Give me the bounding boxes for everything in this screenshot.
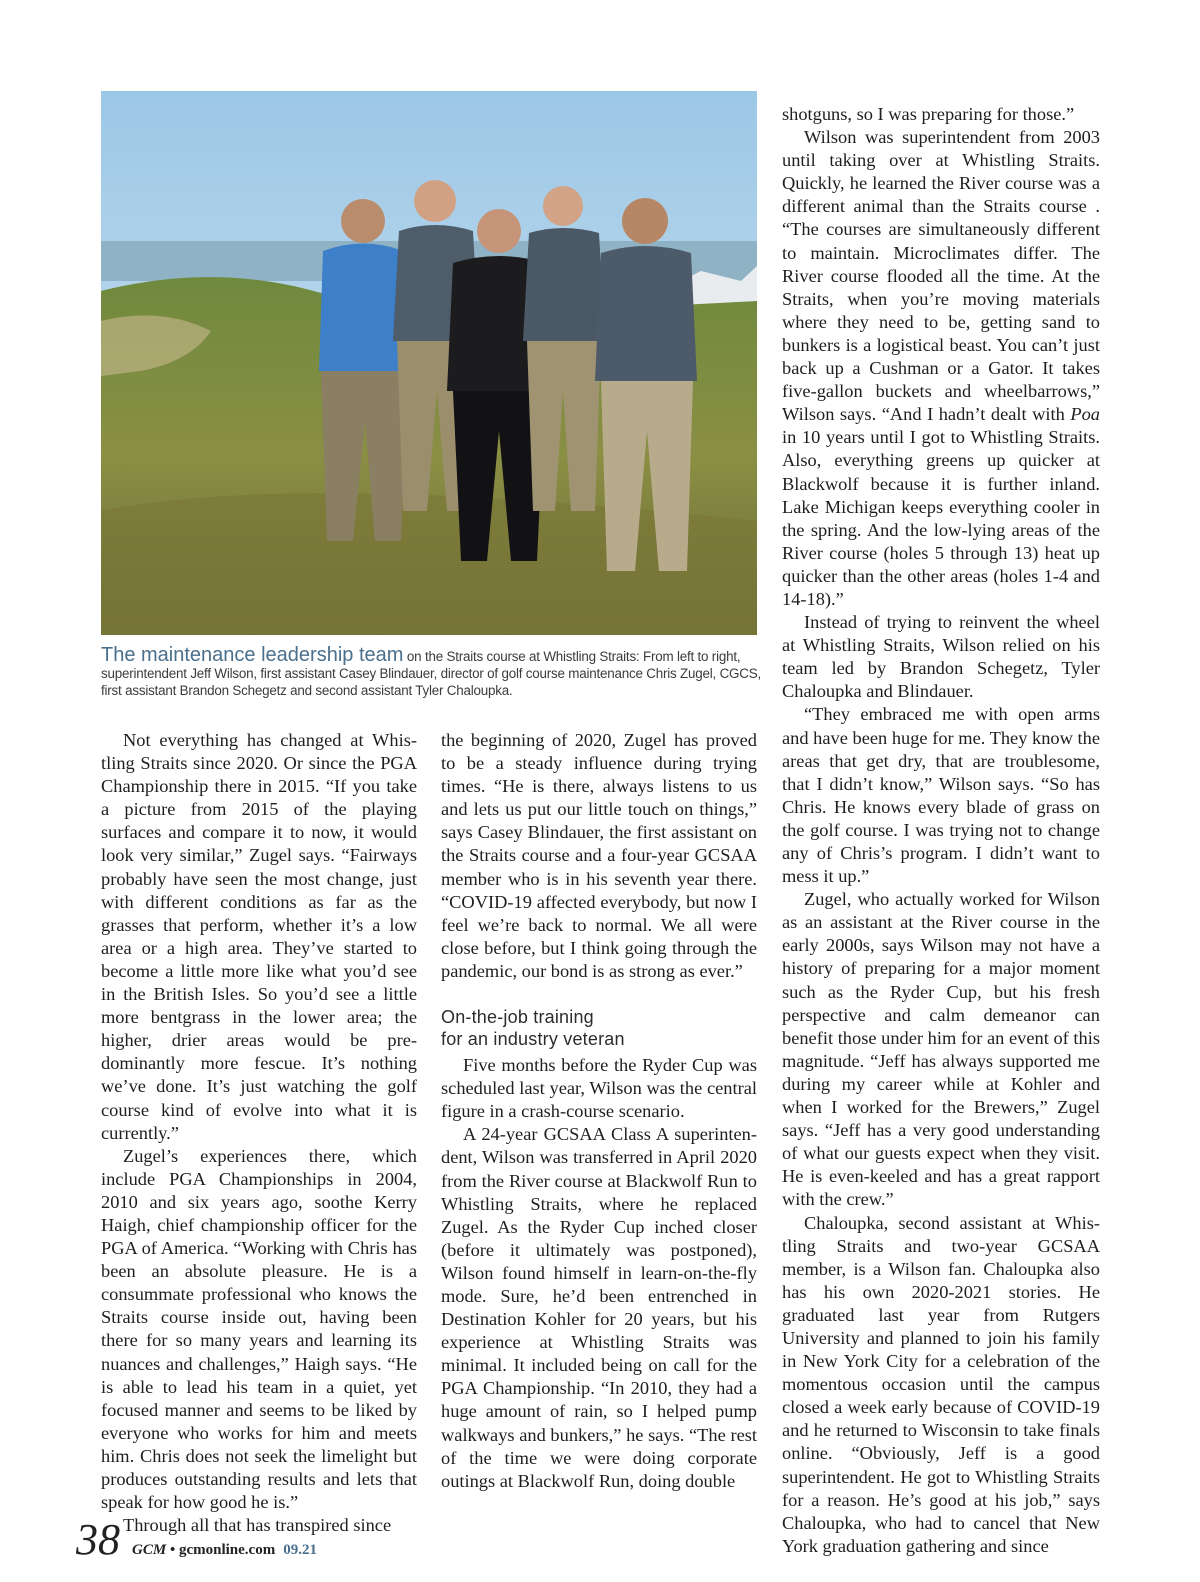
paragraph-text: in 10 years until I got to Whistling Straits. Also, everything greens up quicker at Blackwolf because it is further inland. Lake Michigan keeps everything cooler in the spring. And the low-lying areas of the River course (holes 5 through 13) heat up quicker than the other areas (holes 1-4 and 14-18).” (782, 427, 1100, 609)
paragraph: Zugel’s experiences there, which include PGA Championships in 2004, 2010 and six years ago, soothe Kerry Haigh, chief championship officer for the PGA of America. “Working with Chris has been an absolute pleasure. He is a consummate professional who knows the Straits course inside out, having been there for so many years and learning its nuances and challenges,” Haigh says. “He is able to lead his team in a quiet, yet focused manner and seems to be liked by everyone who works for him and meets him. Chris does not seek the limelight but produces outstanding results and lets that speak for how good he is.” (101, 1145, 417, 1513)
article-column-1 (101, 729, 417, 1537)
team-photo (101, 91, 757, 635)
paragraph: Not everything has changed at Whistling Straits since 2020. Or since the PGA Championship there in 2015. “If you take a picture from 2015 of the playing surfaces and compare it to now, it would look very similar,” Zugel says. “Fairways probably have seen the most change, just with different conditions as far as the grasses that perform, whether it’s a low area or a high area. They’ve started to become a little more like what you’d see in the British Isles. So you’d see a little more bentgrass in the lower area; the higher, drier areas would be predominantly more fescue. It’s nothing we’ve done. It’s just watching the golf course kind of evolve into what it is currently.” (101, 730, 417, 1143)
photo-caption (101, 644, 761, 699)
publication-name: GCM (132, 1542, 167, 1558)
section-subhead (441, 1006, 757, 1050)
separator: • (166, 1542, 179, 1558)
paragraph: A 24-year GCSAA Class A superintendent, Wilson was transferred in April 2020 from the River course at Blackwolf Run to Whistling Straits, where he replaced Zugel. As the Ryder Cup inched closer (before it ultimately was postponed), Wilson found himself in learn-on-the-fly mode. Sure, he’d been entrenched in Destination Kohler for 20 years, but his experience at Whistling Straits was minimal. It included being on call for the PGA Championship. “In 2010, they had a huge amount of rain, so I helped pump walkways and bunkers,” he says. “The rest of the time we were doing corporate outings at Blackwolf Run, doing double (441, 1124, 757, 1491)
paragraph: Through all that has transpired since (123, 1515, 392, 1536)
subhead-line-2: for an industry veteran (441, 1029, 625, 1050)
caption-text: on the Straits course at Whistling Straits: From left to right, superintendent Jeff Wilson, first assistant Casey Blindauer, director of golf course maintenance Chris Zugel, CGCS, first assistant Brandon Schegetz and second assistant Tyler Chaloupka. (101, 649, 761, 698)
paragraph: Zugel, who actually worked for Wilson as an assistant at the River course in the early 2000s, says Wilson may not have a history of preparing for a major moment such as the Ryder Cup, but his fresh perspective and calm demeanor can benefit those under him for an event of this magnitude. “Jeff has always supported me during my career while at Kohler and when I worked for the Brewers,” Zugel says. “Jeff has a very good understanding of what our guests expect when they visit. He is even-keeled and has a great rapport with the crew.” (782, 889, 1100, 1210)
paragraph: Instead of trying to reinvent the wheel at Whistling Straits, Wilson relied on his team led by Brandon Schegetz, Tyler Chaloupka and Blindauer. (782, 612, 1100, 702)
paragraph: “They embraced me with open arms and have been huge for me. They know the areas that get dry, that are troublesome, that I didn’t know,” Wilson says. “So has Chris. He knows every blade of grass on the golf course. I was trying not to change any of Chris’s program. I didn’t want to mess it up.” (782, 704, 1100, 887)
paragraph (782, 126, 1100, 611)
paragraph: the beginning of 2020, Zugel has proved to be a steady influence during trying times. “He is there, always listens to us and lets us put our little touch on things,” says Casey Blindauer, the first assistant on the Straits course and a four-year GCSAA member who is in his seventh year there. “COVID-19 affected everybody, but now I feel we’re back to normal. We all were close before, but I think going through the pandemic, our bond is as strong as ever.” (441, 730, 757, 981)
subhead-line-1: On-the-job training (441, 1007, 594, 1028)
paragraph: shotguns, so I was preparing for those.” (782, 104, 1075, 124)
website: gcmonline.com (178, 1542, 276, 1558)
page-number: 38 (76, 1515, 120, 1564)
article-column-2 (441, 729, 757, 1493)
italic-term: Poa (1070, 404, 1100, 425)
paragraph-text: Wilson was superintendent from 2003 until taking over at Whistling Straits. Quickly, he learned the River course was a different animal than the Straits course . “The courses are simultaneously different to maintain. Microclimates differ. The River course flooded all the time. At the Straits, when you’re moving materials where they need to be, getting sand to bunkers is a logistical beast. You can’t just back up a Cushman or a Gator. It takes five-gallon buckets and wheelbarrows,” Wilson says. “And I hadn’t dealt with (782, 127, 1100, 425)
paragraph: Five months before the Ryder Cup was scheduled last year, Wilson was the central figure in a crash-course scenario. (441, 1055, 757, 1122)
caption-lead: The maintenance leadership team (101, 644, 404, 666)
issue-date: 09.21 (283, 1542, 317, 1558)
paragraph: Chaloupka, second assistant at Whistling Straits and two-year GCSAA member, is a Wilson fan. Chaloupka also has his own 2020-2021 stories. He graduated last year from Rutgers University and planned to join his family in New York City for a celebration of the momentous occasion until the campus closed a week early because of COVID-19 and he returned to Wisconsin to take finals online. “Obviously, Jeff is a good superintendent. He got to Whistling Straits for a reason. He’s good at his job,” says Chaloupka, who had to cancel that New York graduation gathering and since (782, 1212, 1100, 1556)
page-footer (76, 1514, 317, 1565)
article-column-3 (782, 103, 1100, 1558)
